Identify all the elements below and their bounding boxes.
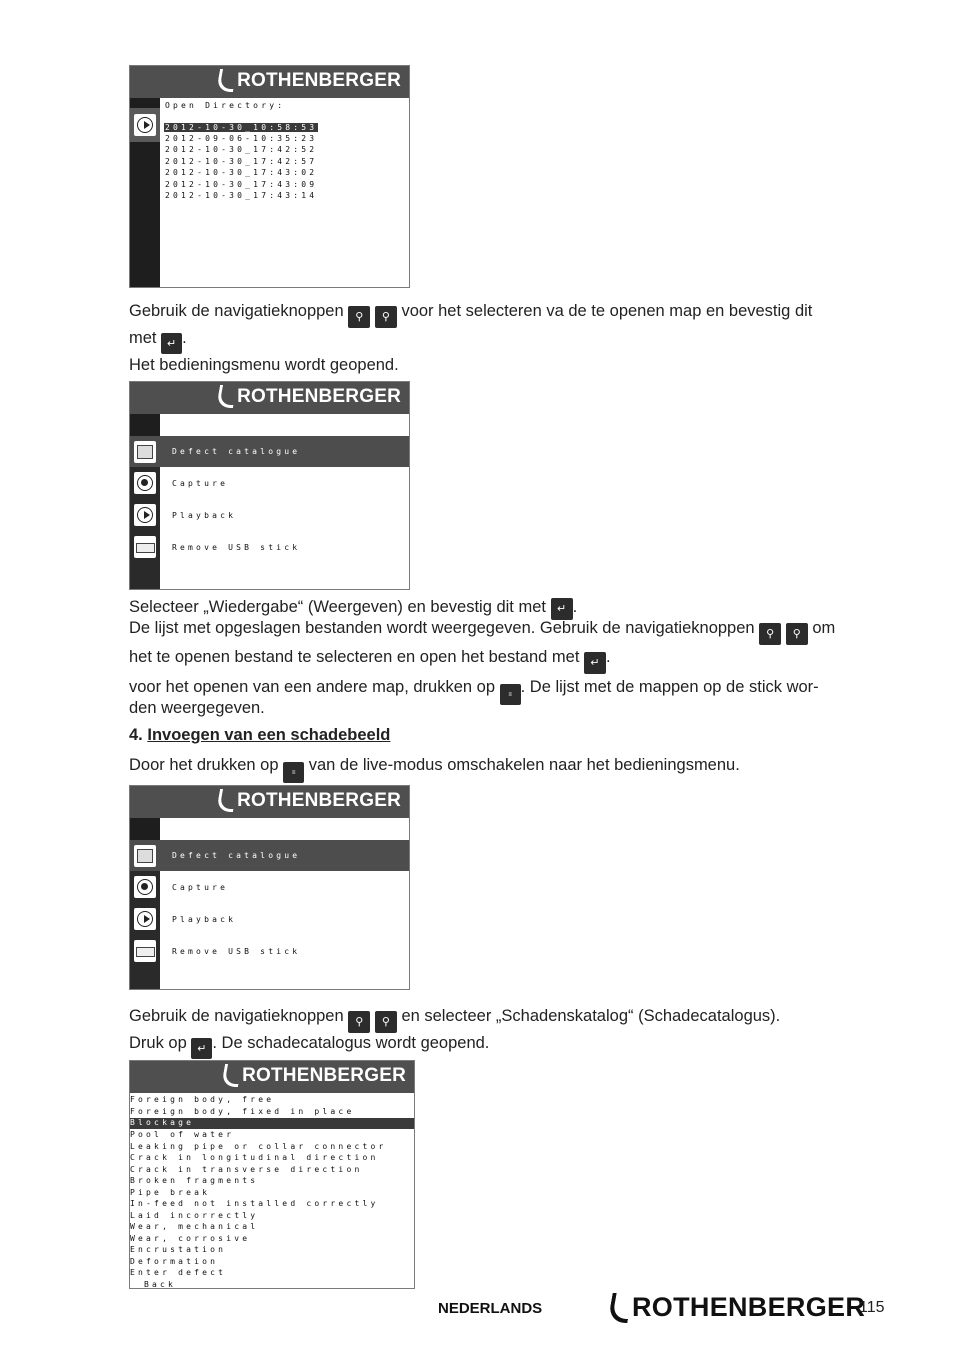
usb-icon [134,536,156,558]
enter-icon: ↵ [584,652,606,674]
footer-language: NEDERLANDS [438,1300,543,1317]
nav-up-icon: ⚲ [759,623,781,645]
playback-icon [134,908,156,930]
text-fragment: Door het drukken op [129,756,279,774]
paragraph-live-mode [129,755,740,783]
text-fragment: voor het selecteren va de te openen map en bevestig dit [401,302,813,320]
nav-down-icon: ⚲ [375,306,397,328]
menu-item-remove-usb[interactable] [160,532,409,563]
text-fragment: Gebruik de navigatieknoppen [129,1007,344,1025]
text-fragment: Gebruik de navigatieknoppen [129,302,344,320]
open-directory-screen [129,65,410,288]
brand-logo: ROTHENBERGER [218,789,401,812]
text-fragment: . [572,598,578,616]
catalogue-icon [134,441,156,463]
section-heading [129,725,390,745]
usb-icon [134,940,156,962]
menu-item-remove-usb[interactable] [160,936,409,967]
brand-logo: ROTHENBERGER [218,69,401,92]
text-fragment: het te openen bestand te selecteren en open het bestand met [129,648,580,666]
back-item[interactable]: Back [144,1280,177,1289]
defect-item[interactable]: Enter defect [130,1268,227,1277]
defect-item[interactable]: Wear, corrosive [130,1234,251,1243]
nav-up-icon: ⚲ [348,306,370,328]
defect-item[interactable]: Leaking pipe or collar connector [130,1142,387,1151]
menu-item-playback[interactable] [160,500,409,531]
paragraph-select-catalogue [129,1006,780,1033]
defect-item[interactable]: Foreign body, free [130,1095,275,1104]
nav-down-icon: ⚲ [786,623,808,645]
menu-item-label: Capture [172,479,229,488]
defect-item[interactable]: Broken fragments [130,1176,259,1185]
defect-item[interactable]: Crack in longitudinal direction [130,1153,379,1162]
brand-logo: ROTHENBERGER [223,1064,406,1087]
defect-item[interactable]: Pool of water [130,1130,235,1139]
screen-header [130,786,409,818]
screen-sidebar [130,818,160,840]
menu-item-label: Playback [172,511,237,520]
menu-item-label: Remove USB stick [172,947,301,956]
playback-icon [134,114,156,136]
enter-icon: ↵ [191,1038,212,1059]
enter-icon: ↵ [161,333,182,354]
capture-icon [134,472,156,494]
text-fragment: . De lijst met de mappen op de stick wor- [520,678,819,696]
menu-item-defect-catalogue[interactable] [160,840,409,871]
menu-item-playback[interactable] [160,904,409,935]
menu-item-label: Defect catalogue [172,447,301,456]
paragraph-folders-shown: den weergegeven. [129,699,265,717]
paragraph-open-file [129,647,611,674]
text-fragment: van de live-modus omschakelen naar het bedieningsmenu. [308,756,740,774]
directory-item[interactable]: 2012-10-30_17:43:14 [165,191,318,200]
defect-item[interactable]: Pipe break [130,1188,211,1197]
page-number: 115 [859,1299,885,1316]
directory-item[interactable]: 2012-10-30_17:42:52 [165,145,318,154]
defect-item-selected[interactable]: Blockage [130,1118,195,1127]
text-fragment: met [129,329,157,347]
paragraph-nav-select [129,301,812,328]
menu-item-capture[interactable] [160,872,409,903]
screen-sidebar [130,414,160,436]
menu-item-label: Defect catalogue [172,851,301,860]
defect-item[interactable]: Wear, mechanical [130,1222,259,1231]
nav-down-icon: ⚲ [375,1011,397,1033]
text-fragment: . [606,648,611,666]
defect-item[interactable]: Deformation [130,1257,219,1266]
paragraph-confirm [129,328,187,354]
directory-item[interactable]: 2012-10-30_10:58:53 [165,123,318,132]
menu-item-label: Playback [172,915,237,924]
footer-brand-logo [610,1292,865,1323]
section-number: 4. [129,726,143,744]
text-fragment: . De schadecatalogus wordt geopend. [212,1034,490,1052]
menu-icon: ≡ [283,762,304,783]
sidebar-selected [130,108,160,142]
control-menu-screen [129,785,410,990]
text-fragment: Druk op [129,1034,187,1052]
directory-item[interactable]: 2012-09-06-10:35:23 [165,134,318,143]
directory-item[interactable]: 2012-10-30_17:43:09 [165,180,318,189]
paragraph-select-playback [129,597,577,620]
enter-icon: ↵ [551,598,573,620]
paragraph-file-list [129,618,835,645]
paragraph-menu-opened: Het bedieningsmenu wordt geopend. [129,356,399,374]
screen-header [130,382,409,414]
paragraph-open-catalogue [129,1033,489,1059]
section-title: Invoegen van een schadebeeld [147,726,391,744]
text-fragment: Selecteer „Wiedergabe“ (Weergeven) en bevestig dit met [129,598,546,616]
text-fragment: en selecteer „Schadenskatalog“ (Schadecatalogus). [401,1007,781,1025]
nav-up-icon: ⚲ [348,1011,370,1033]
text-fragment: voor het openen van een andere map, drukken op [129,678,496,696]
defect-item[interactable]: In-feed not installed correctly [130,1199,379,1208]
defect-item[interactable]: Foreign body, fixed in place [130,1107,355,1116]
directory-item[interactable]: 2012-10-30_17:42:57 [165,157,318,166]
menu-item-label: Capture [172,883,229,892]
screen-header [130,66,409,98]
menu-item-label: Remove USB stick [172,543,301,552]
brand-logo: ROTHENBERGER [218,385,401,408]
control-menu-screen [129,381,410,590]
menu-icon: ≡ [500,684,521,705]
text-fragment: De lijst met opgeslagen bestanden wordt weergegeven. Gebruik de navigatieknoppen [129,619,755,637]
defect-item[interactable]: Laid incorrectly [130,1211,259,1220]
defect-item[interactable]: Crack in transverse direction [130,1165,363,1174]
text-fragment: om [812,619,836,637]
directory-item[interactable]: 2012-10-30_17:43:02 [165,168,318,177]
footer-brand-text: ROTHENBERGER [632,1292,866,1322]
menu-item-capture[interactable] [160,468,409,499]
open-directory-title: Open Directory: [165,101,286,110]
capture-icon [134,876,156,898]
defect-item[interactable]: Encrustation [130,1245,227,1254]
playback-icon [134,504,156,526]
screen-header [130,1061,414,1093]
text-fragment: . [182,329,187,347]
defect-catalogue-screen [129,1060,415,1289]
menu-item-defect-catalogue[interactable] [160,436,409,467]
catalogue-icon [134,845,156,867]
